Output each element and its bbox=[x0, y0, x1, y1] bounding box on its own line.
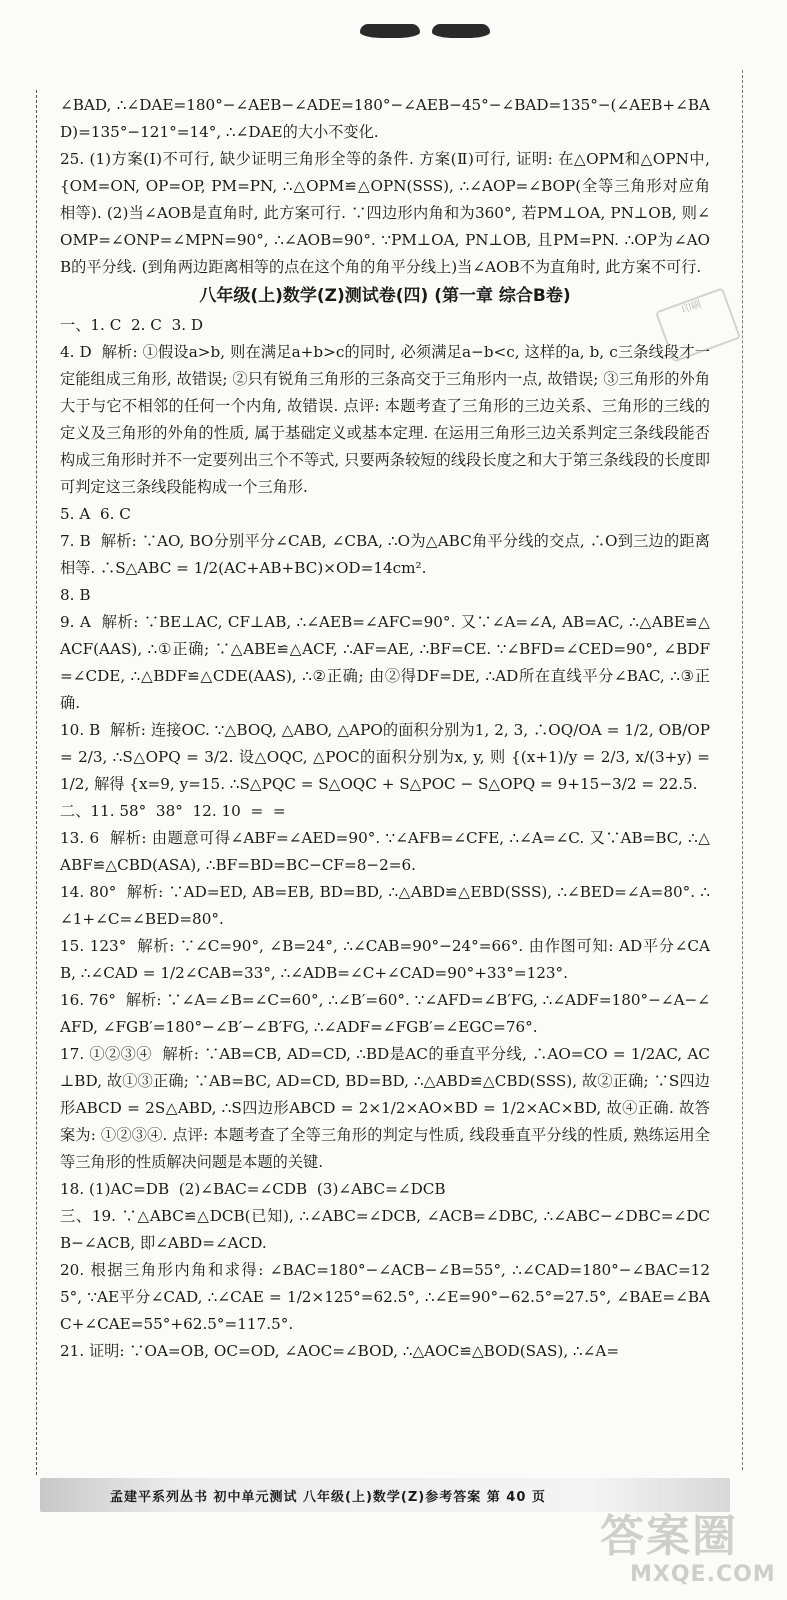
answer-item: 13. 6 解析: 由题意可得∠ABF=∠AED=90°. ∵∠AFB=∠CFE, ∴∠A=∠C. 又∵AB=BC, ∴△ABF≌△CBD(ASA), ∴BF=BD=BC−CF=8−2=6. bbox=[60, 829, 710, 874]
answer-item: 一、1. C 2. C 3. D bbox=[60, 316, 204, 334]
answer-item: 16. 76° 解析: ∵∠A=∠B=∠C=60°, ∴∠B′=60°. ∵∠AFD=∠B′FG, ∴∠ADF=180°−∠A−∠AFD, ∠FGB′=180°−∠B′−∠B′FG, ∴∠ADF=∠FGB′=∠EGC=76°. bbox=[60, 991, 710, 1036]
stamp-text: 印刷 bbox=[680, 299, 703, 317]
answer-item: 18. (1)AC=DB (2)∠BAC=∠CDB (3)∠ABC=∠DCB bbox=[60, 1180, 446, 1198]
binding-line-left bbox=[36, 90, 37, 1475]
answer-item: 5. A 6. C bbox=[60, 505, 131, 523]
watermark-url: MXQE.COM bbox=[630, 1562, 776, 1587]
binding-line-right bbox=[742, 70, 743, 1470]
answer-item: 7. B 解析: ∵AO, BO分别平分∠CAB, ∠CBA, ∴O为△ABC角平分线的交点, ∴O到三边的距离相等. ∴S△ABC = 1/2(AC+AB+BC)×OD=14cm². bbox=[60, 532, 710, 577]
answer-item: 17. ①②③④ 解析: ∵AB=CB, AD=CD, ∴BD是AC的垂直平分线, ∴AO=CO = 1/2AC, AC⊥BD, 故①③正确; ∵AB=BC, AD=CD, BD=BD, ∴△ABD≌△CBD(SSS), 故②正确; ∵S四边形ABCD = 2S△ABD, ∴S四边形ABCD = 2×1/2×AO×BD = 1/2×AC×BD, 故④正确. 故答案为: ①②③④. 点评: 本题考查了全等三角形的判定与性质, 线段垂直平分线的性质, 熟练运用全等三角形的性质解决问题是本题的关键. bbox=[60, 1045, 710, 1171]
answer-paragraph: ∠BAD, ∴∠DAE=180°−∠AEB−∠ADE=180°−∠AEB−45°−∠BAD=135°−(∠AEB+∠BAD)=135°−121°=14°, ∴∠DAE的大小不变化. bbox=[60, 96, 710, 141]
top-decoration-left bbox=[360, 24, 420, 38]
answer-item: 4. D 解析: ①假设a>b, 则在满足a+b>c的同时, 必须满足a−b<c, 这样的a, b, c三条线段才一定能组成三角形, 故错误; ②只有锐角三角形的三条高交于三角形内一点, 故错误; ③三角形的外角大于与它不相邻的任何一个内角, 故错误. 点评: 本题考查了三角形的三边关系、三角形的三线的定义及三角形的外角的性质, 属于基础定义或基本定理. 在运用三角形三边关系判定三条线段能否构成三角形时并不一定要列出三个不等式, 只要两条较短的线段长度之和大于第三条线段的长度即可判定这三条线段能构成一个三角形. bbox=[60, 343, 710, 496]
answer-content bbox=[60, 92, 715, 1365]
section-title: 八年级(上)数学(Z)测试卷(四) (第一章 综合B卷) bbox=[199, 286, 571, 306]
answer-item: 三、19. ∵△ABC≌△DCB(已知), ∴∠ABC=∠DCB, ∠ACB=∠DBC, ∴∠ABC−∠DBC=∠DCB−∠ACB, 即∠ABD=∠ACD. bbox=[60, 1207, 710, 1252]
answer-item: 21. 证明: ∵OA=OB, OC=OD, ∠AOC=∠BOD, ∴△AOC≌△BOD(SAS), ∴∠A= bbox=[60, 1342, 620, 1360]
answer-item: 二、11. 58° 38° 12. 10 = = bbox=[60, 802, 286, 820]
watermark bbox=[600, 1500, 780, 1600]
watermark-logo: 答案圈 bbox=[600, 1511, 738, 1562]
answer-item: 15. 123° 解析: ∵∠C=90°, ∠B=24°, ∴∠CAB=90°−24°=66°. 由作图可知: AD平分∠CAB, ∴∠CAD = 1/2∠CAB=33°, ∴∠ADB=∠C+∠CAD=90°+33°=123°. bbox=[60, 937, 710, 982]
answer-item: 9. A 解析: ∵BE⊥AC, CF⊥AB, ∴∠AEB=∠AFC=90°. 又∵∠A=∠A, AB=AC, ∴△ABE≌△ACF(AAS), ∴①正确; ∵△ABE≌△ACF, ∴AF=AE, ∴BF=CE. ∵∠BFD=∠CED=90°, ∠BDF=∠CDE, ∴△BDF≌△CDE(AAS), ∴②正确; 由②得DF=DE, ∴AD所在直线平分∠BAC, ∴③正确. bbox=[60, 613, 710, 712]
answer-item: 14. 80° 解析: ∵AD=ED, AB=EB, BD=BD, ∴△ABD≌△EBD(SSS), ∴∠BED=∠A=80°. ∴∠1+∠C=∠BED=80°. bbox=[60, 883, 710, 928]
footer-text: 孟建平系列丛书 初中单元测试 八年级(上)数学(Z)参考答案 第 40 页 bbox=[110, 1490, 546, 1505]
answer-item: 10. B 解析: 连接OC. ∵△BOQ, △ABO, △APO的面积分别为1, 2, 3, ∴OQ/OA = 1/2, OB/OP = 2/3, ∴S△OPQ = 3/2. 设△OQC, △POC的面积分别为x, y, 则 {(x+1)/y = 2/3, x/(3+y) = 1/2, 解得 {x=9, y=15. ∴S△PQC = S△OQC + S△POC − S△OPQ = 9+15−3/2 = 22.5. bbox=[60, 721, 715, 793]
answer-item: 20. 根据三角形内角和求得: ∠BAC=180°−∠ACB−∠B=55°, ∴∠CAD=180°−∠BAC=125°, ∵AE平分∠CAD, ∴∠CAE = 1/2×125°=62.5°, ∴∠E=90°−62.5°=27.5°, ∠BAE=∠BAC+∠CAE=55°+62.5°=117.5°. bbox=[60, 1261, 710, 1333]
answer-paragraph: 25. (1)方案(Ⅰ)不可行, 缺少证明三角形全等的条件. 方案(Ⅱ)可行, 证明: 在△OPM和△OPN中, {OM=ON, OP=OP, PM=PN, ∴△OPM≌△OPN(SSS), ∴∠AOP=∠BOP(全等三角形对应角相等). (2)当∠AOB是直角时, 此方案可行. ∵四边形内角和为360°, 若PM⊥OA, PN⊥OB, 则∠OMP=∠ONP=∠MPN=90°, ∴∠AOB=90°. ∵PM⊥OA, PN⊥OB, 且PM=PN. ∴OP为∠AOB的平分线. (到角两边距离相等的点在这个角的角平分线上)当∠AOB不为直角时, 此方案不可行. bbox=[60, 150, 715, 276]
answer-item: 8. B bbox=[60, 586, 91, 604]
top-decoration-right bbox=[432, 24, 490, 38]
